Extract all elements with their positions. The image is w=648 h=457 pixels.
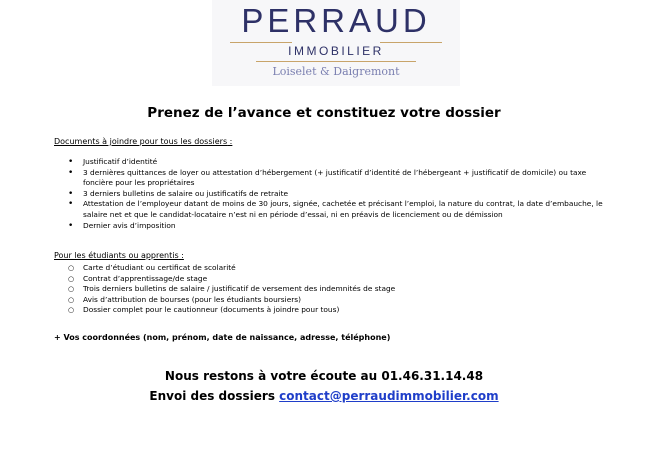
section-students-title-suffix: : [178, 251, 184, 260]
documents-list [54, 157, 614, 231]
section-all-files-title-suffix: : [227, 137, 233, 146]
section-students-title [54, 251, 184, 260]
section-all-files-title [54, 137, 232, 146]
email-line [0, 389, 648, 403]
list-item: ○ Contrat d’apprentissage/de stage [54, 274, 614, 285]
list-item: ○ Carte d’étudiant ou certificat de scolarité [54, 263, 614, 274]
contact-details-note: + Vos coordonnées (nom, prénom, date de naissance, adresse, téléphone) [54, 333, 391, 342]
list-item: • Dernier avis d’imposition [54, 221, 614, 232]
page-headline: Prenez de l’avance et constituez votre dossier [147, 105, 501, 121]
list-item: • 3 dernières quittances de loyer ou attestation d’hébergement (+ justificatif d’identité de l’hébergeant + justificatif de domicile) ou taxe foncière pour les propriétaires [54, 168, 614, 189]
logo-tagline: Loiselet & Daigremont [272, 65, 400, 78]
list-item: ○ Dossier complet pour le cautionneur (documents à joindre pour tous) [54, 305, 614, 316]
email-label: Envoi des dossiers [149, 389, 280, 403]
logo-rule-bottom [256, 61, 416, 62]
list-item: ○ Trois derniers bulletins de salaire / justificatif de versement des indemnités de stage [54, 284, 614, 295]
list-item: • Attestation de l’employeur datant de moins de 30 jours, signée, cachetée et précisant l’emploi, la nature du contrat, la date d’embauche, le salaire net et que le candidat-locataire n’est ni en période d’essai, ni en préavis de licenciement ou de démission [54, 199, 614, 220]
section-all-files-title-text: Documents à joindre pour tous les dossiers [54, 137, 228, 146]
list-item: • 3 derniers bulletins de salaire ou justificatifs de retraite [54, 189, 614, 200]
logo-rule-left [230, 42, 292, 43]
logo-rule-right [380, 42, 442, 43]
company-logo [212, 0, 460, 86]
list-item: • Justificatif d’identité [54, 157, 614, 168]
section-students-title-text: Pour les étudiants ou apprentis [54, 251, 179, 260]
students-list [54, 263, 614, 316]
email-link[interactable]: contact@perraudimmobilier.com [279, 389, 499, 403]
list-item: ○ Avis d’attribution de bourses (pour les étudiants boursiers) [54, 295, 614, 306]
logo-subbrand: IMMOBILIER [288, 44, 384, 58]
phone-line: Nous restons à votre écoute au 01.46.31.14.48 [164, 369, 484, 383]
logo-brand: PERRAUD [241, 2, 431, 39]
